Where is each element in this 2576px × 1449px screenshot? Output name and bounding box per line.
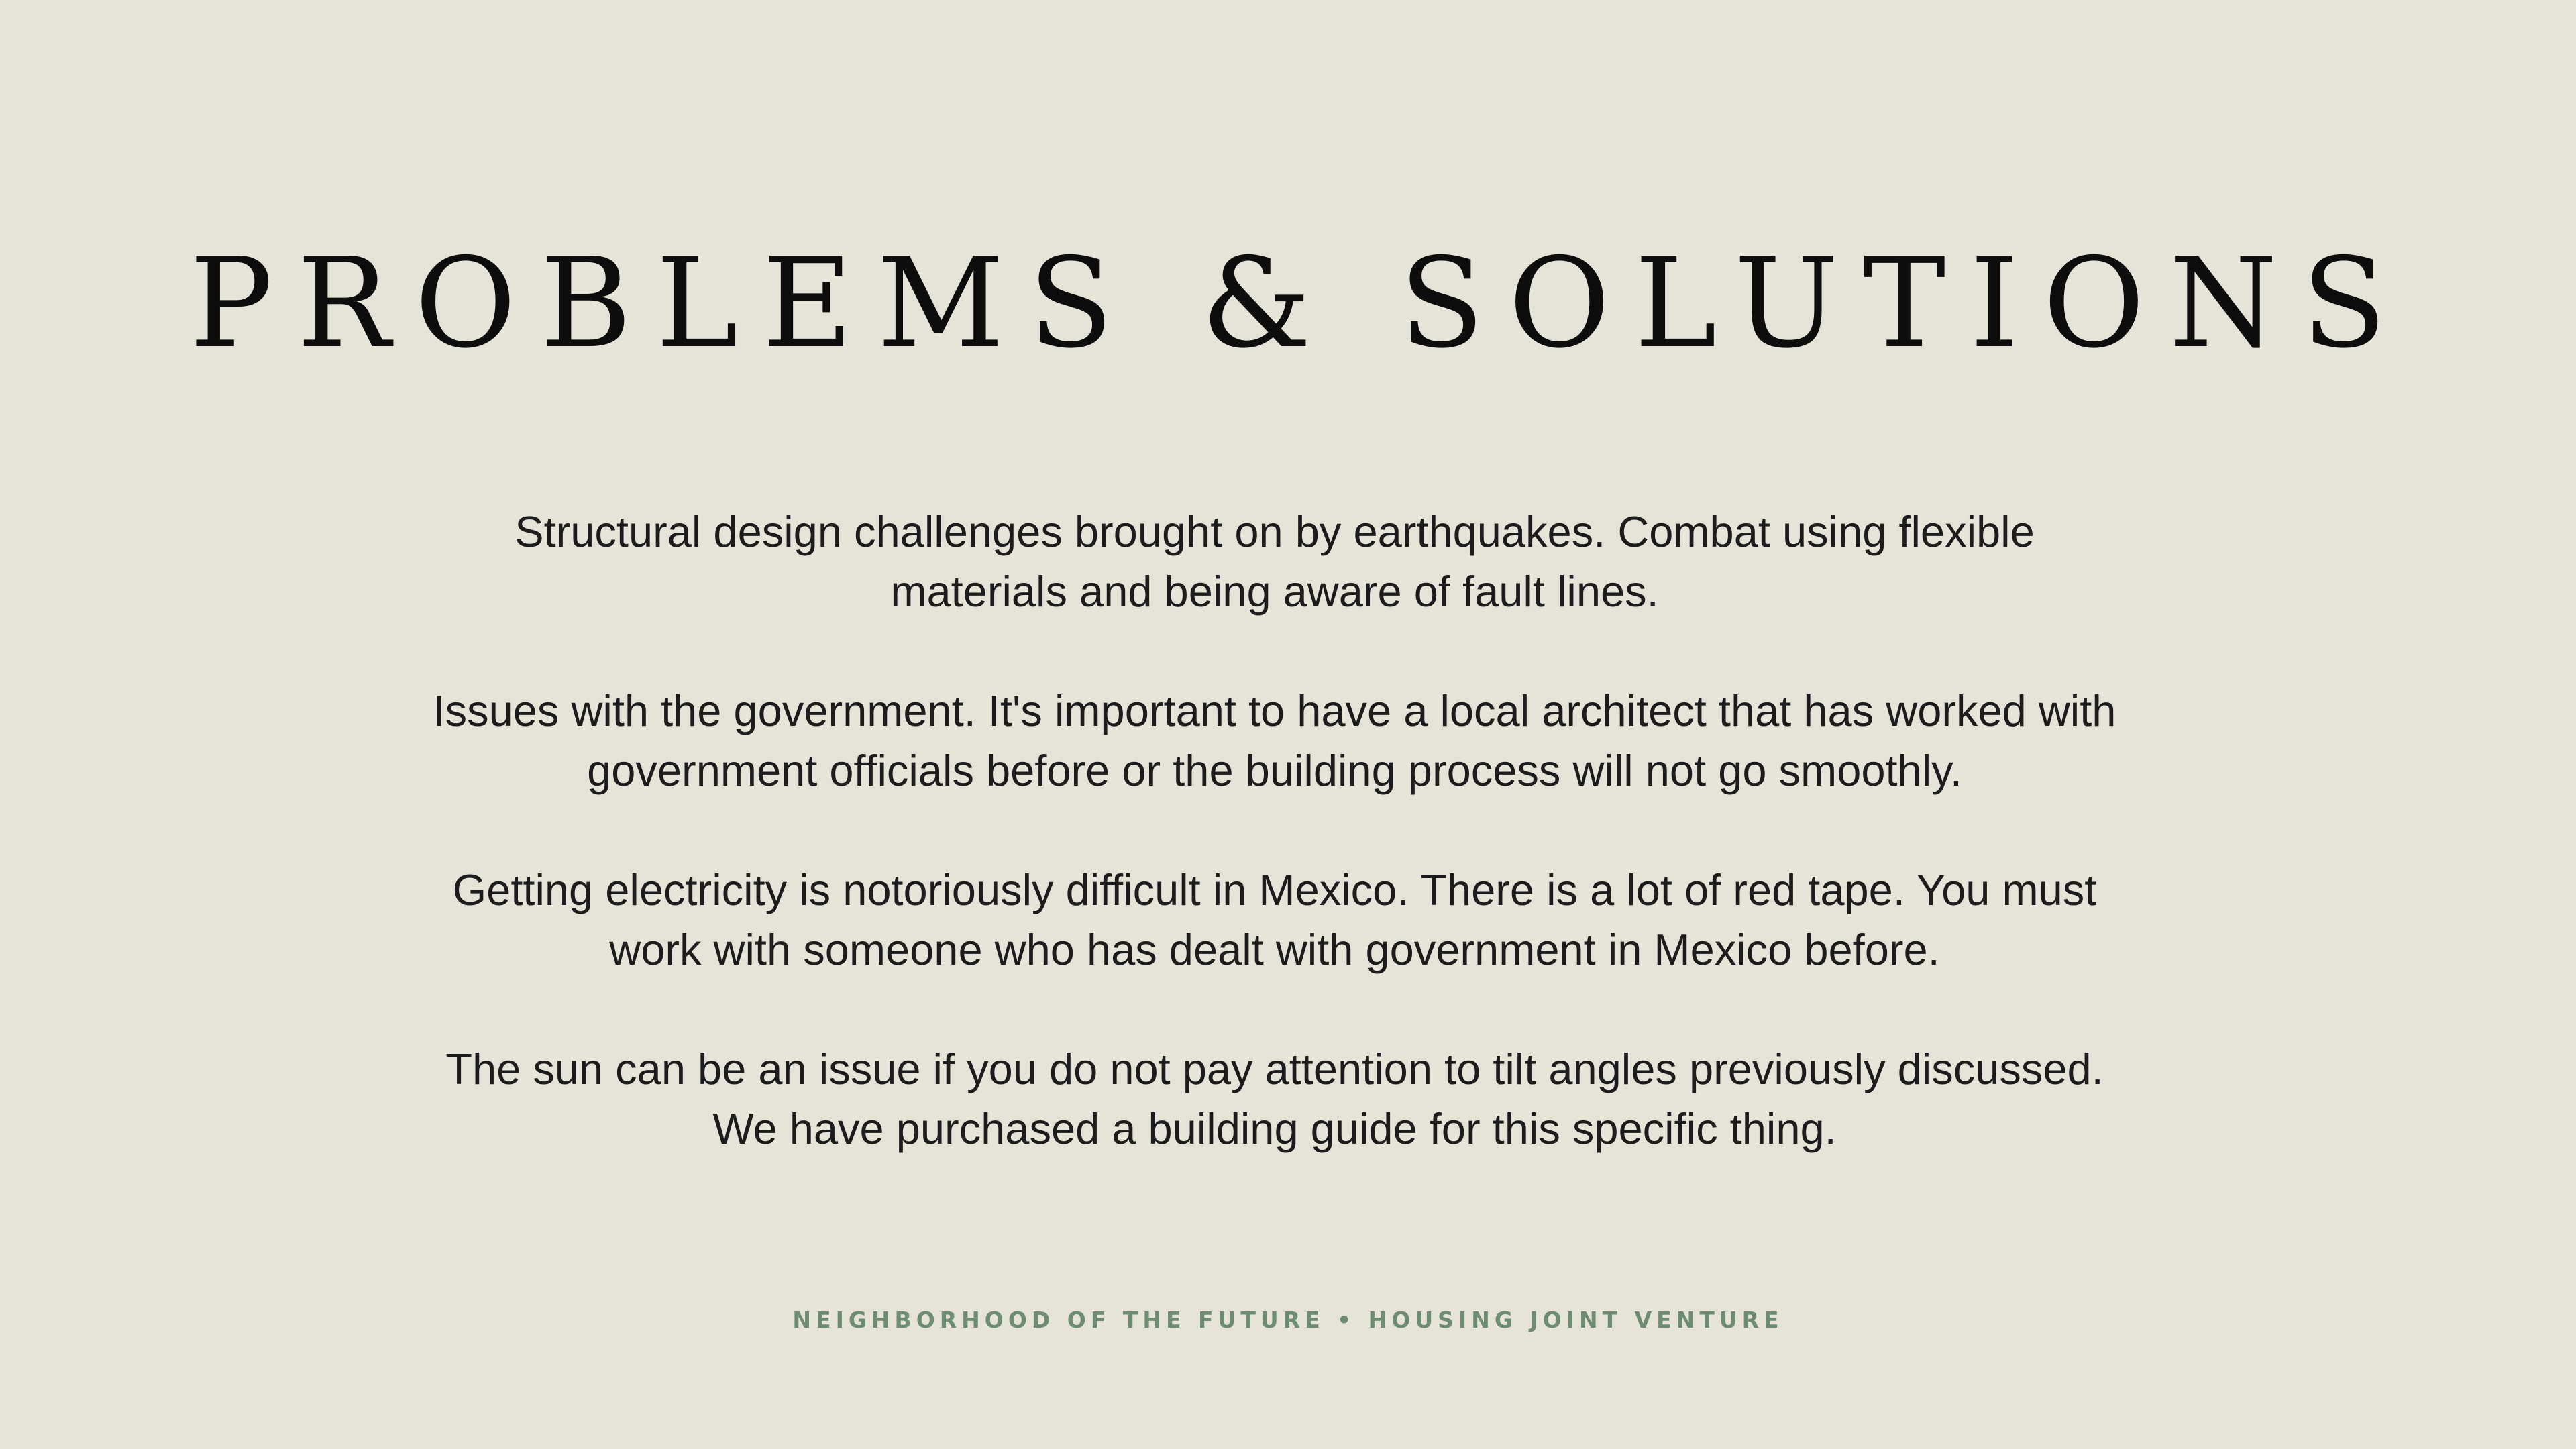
- paragraph-electricity: Getting electricity is notoriously difficult in Mexico. There is a lot of red tape. You must work with someone who has dealt with government in Mexico before.: [452, 865, 2097, 974]
- paragraph-earthquakes: Structural design challenges brought on by earthquakes. Combat using flexible materials and being aware of fault lines.: [515, 507, 2035, 616]
- slide-title: PROBLEMS & SOLUTIONS: [189, 231, 2411, 376]
- paragraph-government: Issues with the government. It's important to have a local architect that has worked with government officials before or the building process will not go smoothly.: [433, 686, 2116, 795]
- slide-body: [429, 502, 2120, 1218]
- paragraph-sun: The sun can be an issue if you do not pay attention to tilt angles previously discussed. We have purchased a building guide for this specific thing.: [445, 1044, 2104, 1153]
- slide-footer: NEIGHBORHOOD OF THE FUTURE • HOUSING JOINT VENTURE: [792, 1307, 1784, 1333]
